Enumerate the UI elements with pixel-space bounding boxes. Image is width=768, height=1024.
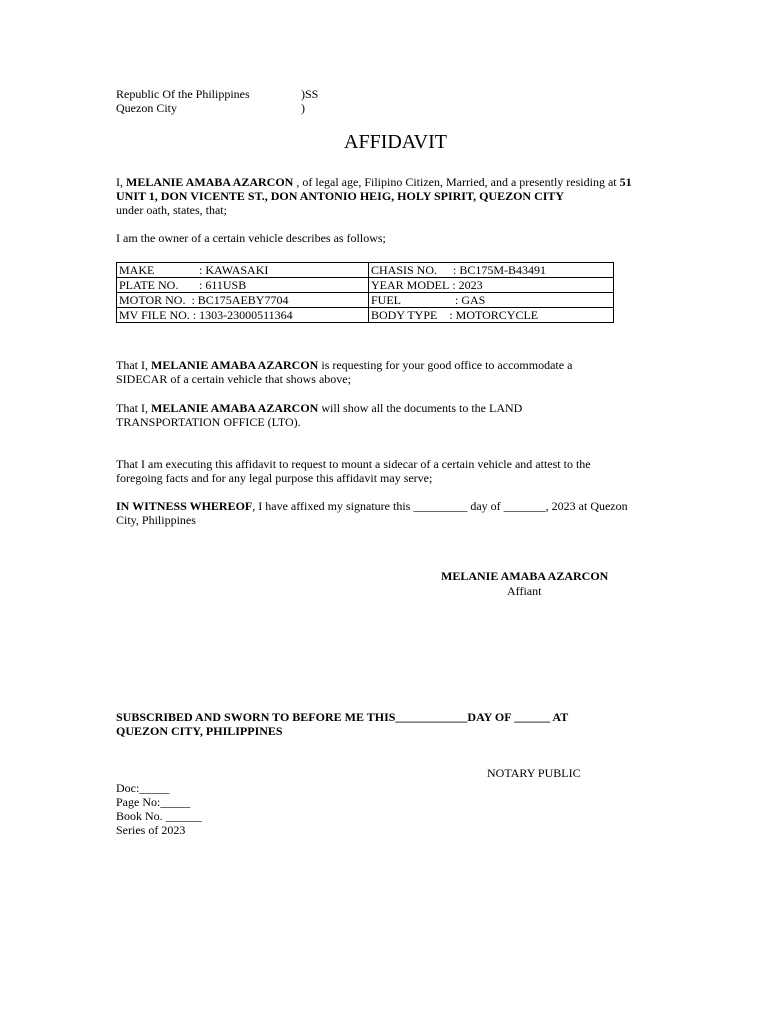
table-cell [369,308,614,323]
request-paragraph [116,358,616,386]
affiant-name: MELANIE AMABA AZARCON [151,401,319,415]
witness-paragraph [116,499,636,527]
field-value: : KAWASAKI [199,263,269,277]
intro-start: I, [116,175,126,189]
field-label: MOTOR NO. [119,293,186,307]
field-label: PLATE NO. [119,278,179,292]
series-year: Series of 2023 [116,823,186,837]
para-text: That I, [116,358,151,372]
para-text: will show all the documents to the LAND TRANSPORTATION OFFICE (LTO). [116,401,523,429]
field-value: : BC175AEBY7704 [191,293,289,307]
field-label: FUEL [371,293,401,307]
affiant-name: MELANIE AMABA AZARCON [126,175,294,189]
venue-country: Republic Of the Philippines [116,87,250,101]
para-text: That I, [116,401,151,415]
field-value: : BC175M-B43491 [453,263,547,277]
table-cell [117,278,369,293]
field-label: CHASIS NO. [371,263,438,277]
book-number: Book No. ______ [116,809,202,823]
venue-paren: ) [301,101,305,115]
field-value: : 611USB [199,278,247,292]
table-cell [117,263,369,278]
executing-paragraph: That I am executing this affidavit to request to mount a sidecar of a certain vehicle and attest to the foregoing facts and for any legal purpose this affidavit may serve; [116,457,591,485]
intro-mid: , of legal age, Filipino Citizen, Married, and a presently residing at [293,175,620,189]
field-label: BODY TYPE [371,308,438,322]
witness-text: , I have affixed my signature this _________ day of _______, 2023 at Quezon City, Philippines [116,499,628,527]
table-row [117,293,614,308]
table-cell [117,293,369,308]
field-value: : 1303-23000511364 [192,308,293,322]
intro-end: under oath, states, that; [116,203,227,217]
signatory-role: Affiant [507,584,542,598]
doc-number: Doc:_____ [116,781,170,795]
table-row [117,278,614,293]
intro-paragraph [116,175,656,217]
table-cell [369,263,614,278]
vehicle-details-table [116,262,614,323]
page-number: Page No:_____ [116,795,191,809]
field-label: YEAR MODEL [371,278,450,292]
signatory-name: MELANIE AMABA AZARCON [441,569,609,583]
witness-heading: IN WITNESS WHEREOF [116,499,253,513]
document-title: AFFIDAVIT [344,131,447,153]
notary-public-label: NOTARY PUBLIC [487,766,581,780]
table-cell [369,278,614,293]
field-label: MV FILE NO. [119,308,190,322]
venue-city: Quezon City [116,101,177,115]
table-cell [369,293,614,308]
documents-paragraph [116,401,576,429]
table-cell [117,308,369,323]
affiant-address: 51 UNIT 1, DON VICENTE ST., DON ANTONIO HEIG, HOLY SPIRIT, QUEZON CITY [116,175,632,203]
field-value: : MOTORCYCLE [449,308,539,322]
jurat-line-1: SUBSCRIBED AND SWORN TO BEFORE ME THIS____________DAY OF ______ AT [116,710,569,724]
field-label: MAKE [119,263,155,277]
table-row [117,308,614,323]
field-value: : GAS [455,293,486,307]
field-value: : 2023 [452,278,483,292]
table-row [117,263,614,278]
para-text: is requesting for your good office to accommodate a SIDECAR of a certain vehicle that shows above; [116,358,573,386]
owner-statement: I am the owner of a certain vehicle describes as follows; [116,231,386,245]
venue-ss-mark: )SS [301,87,319,101]
affiant-name: MELANIE AMABA AZARCON [151,358,319,372]
jurat-line-2: QUEZON CITY, PHILIPPINES [116,724,283,738]
